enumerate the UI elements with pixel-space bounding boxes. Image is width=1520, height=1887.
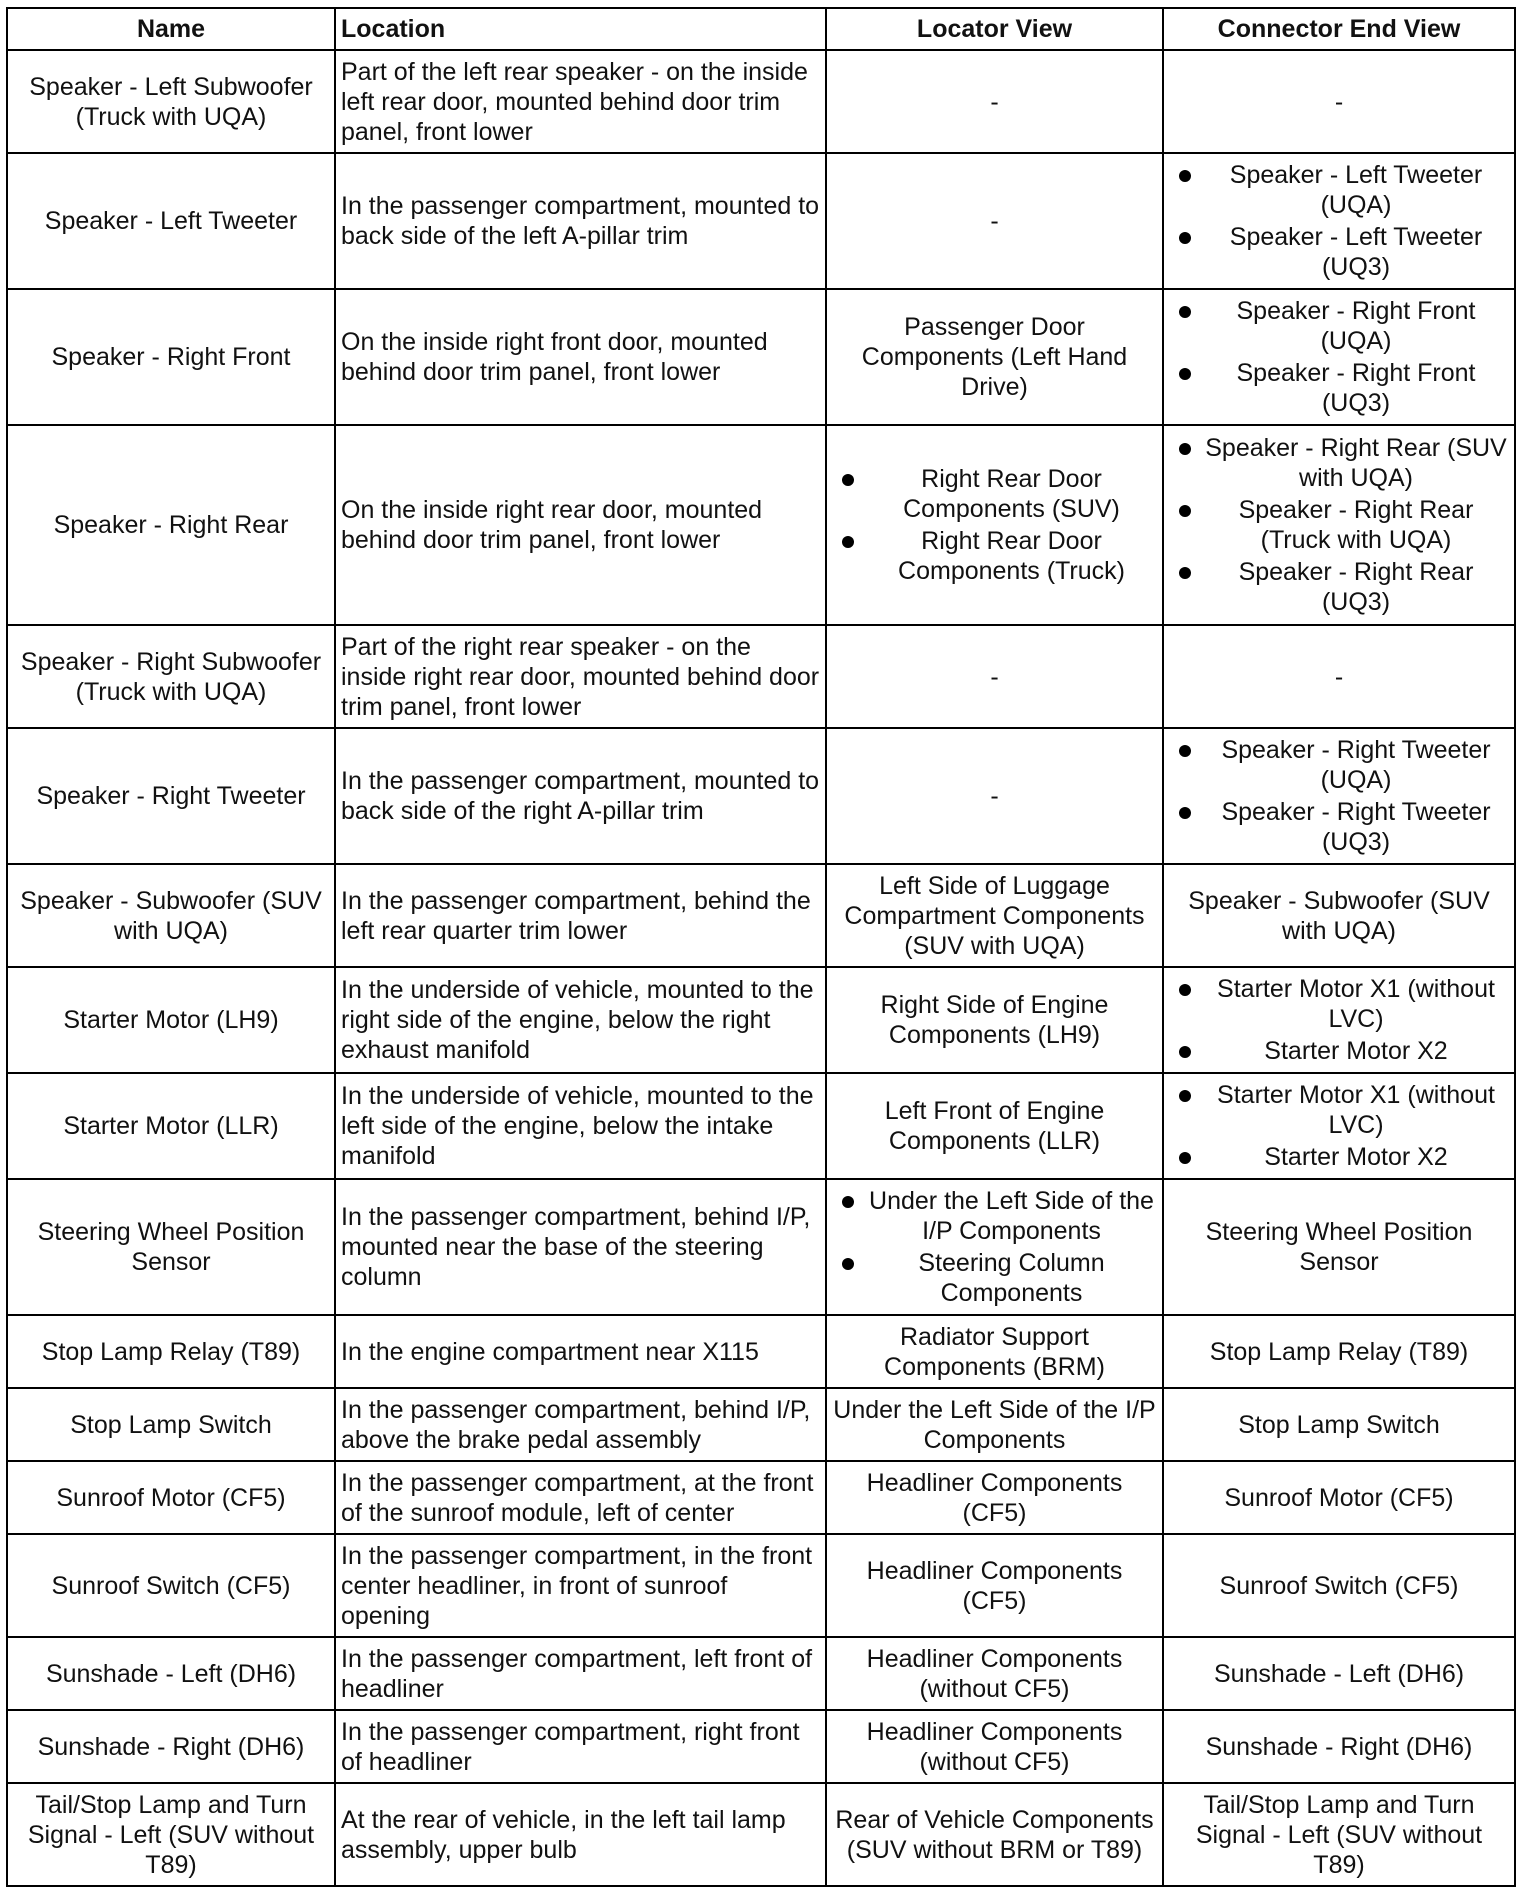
locator-view-item: Under the Left Side of the I/P Components	[832, 1186, 1157, 1246]
connector-end-view-column-header: Connector End View	[1163, 8, 1515, 50]
component-location-cell: In the passenger compartment, right front of headliner	[335, 1710, 826, 1783]
locator-view-text: Headliner Components (without CF5)	[866, 1644, 1123, 1703]
table-row	[7, 967, 1515, 1073]
table-body	[7, 50, 1515, 1886]
component-location-cell: At the rear of vehicle, in the left tail lamp assembly, upper bulb	[335, 1783, 826, 1886]
connector-end-view-item: Starter Motor X2	[1169, 1142, 1509, 1172]
connector-end-view-cell	[1163, 425, 1515, 625]
component-location-cell: In the engine compartment near X115	[335, 1315, 826, 1388]
locator-view-text: -	[990, 87, 999, 116]
connector-end-view-list	[1169, 735, 1509, 857]
locator-view-item: Steering Column Components	[832, 1248, 1157, 1308]
location-column-header: Location	[335, 8, 826, 50]
locator-view-list	[832, 464, 1157, 586]
table-row	[7, 289, 1515, 425]
connector-end-view-item: Speaker - Right Front (UQA)	[1169, 296, 1509, 356]
connector-end-view-cell	[1163, 1534, 1515, 1637]
connector-end-view-text: Sunshade - Right (DH6)	[1205, 1732, 1473, 1761]
table-row	[7, 728, 1515, 864]
connector-end-view-cell	[1163, 1315, 1515, 1388]
component-location-cell: In the underside of vehicle, mounted to the left side of the engine, below the intake manifold	[335, 1073, 826, 1179]
connector-end-view-item: Starter Motor X1 (without LVC)	[1169, 1080, 1509, 1140]
connector-end-view-item: Speaker - Right Front (UQ3)	[1169, 358, 1509, 418]
locator-view-cell	[826, 1461, 1163, 1534]
connector-end-view-text: -	[1334, 87, 1344, 116]
connector-end-view-cell	[1163, 1461, 1515, 1534]
table-row	[7, 1637, 1515, 1710]
connector-end-view-item: Speaker - Left Tweeter (UQ3)	[1169, 222, 1509, 282]
connector-end-view-cell	[1163, 728, 1515, 864]
locator-view-text: Headliner Components (CF5)	[866, 1556, 1123, 1615]
connector-end-view-item: Speaker - Right Rear (SUV with UQA)	[1169, 433, 1509, 493]
table-row	[7, 1388, 1515, 1461]
locator-view-cell	[826, 864, 1163, 967]
component-name-cell: Starter Motor (LLR)	[7, 1073, 335, 1179]
connector-end-view-cell	[1163, 864, 1515, 967]
connector-end-view-cell	[1163, 1710, 1515, 1783]
table-row	[7, 1461, 1515, 1534]
connector-end-view-cell	[1163, 289, 1515, 425]
connector-end-view-cell	[1163, 153, 1515, 289]
locator-view-column-header: Locator View	[826, 8, 1163, 50]
locator-view-text: Headliner Components (CF5)	[866, 1468, 1123, 1527]
component-name-cell: Speaker - Right Tweeter	[7, 728, 335, 864]
locator-view-text: Radiator Support Components (BRM)	[884, 1322, 1105, 1381]
connector-end-view-item: Speaker - Left Tweeter (UQA)	[1169, 160, 1509, 220]
locator-view-cell	[826, 153, 1163, 289]
locator-view-text: Left Side of Luggage Compartment Components (SUV with UQA)	[844, 871, 1145, 960]
connector-end-view-list	[1169, 433, 1509, 617]
component-location-cell: In the passenger compartment, mounted to back side of the right A-pillar trim	[335, 728, 826, 864]
component-name-cell: Speaker - Subwoofer (SUV with UQA)	[7, 864, 335, 967]
component-name-cell: Sunroof Motor (CF5)	[7, 1461, 335, 1534]
component-location-cell: In the passenger compartment, mounted to back side of the left A-pillar trim	[335, 153, 826, 289]
connector-end-view-text: -	[1334, 662, 1344, 691]
connector-end-view-text: Stop Lamp Switch	[1238, 1410, 1440, 1439]
component-location-cell: In the passenger compartment, behind the left rear quarter trim lower	[335, 864, 826, 967]
connector-end-view-cell	[1163, 625, 1515, 728]
connector-end-view-list	[1169, 160, 1509, 282]
locator-view-text: Rear of Vehicle Components (SUV without BRM or T89)	[835, 1805, 1154, 1864]
locator-view-item: Right Rear Door Components (Truck)	[832, 526, 1157, 586]
connector-end-view-cell	[1163, 1179, 1515, 1315]
locator-view-cell	[826, 1710, 1163, 1783]
component-location-cell: Part of the left rear speaker - on the inside left rear door, mounted behind door trim panel, front lower	[335, 50, 826, 153]
component-location-cell: On the inside right front door, mounted behind door trim panel, front lower	[335, 289, 826, 425]
locator-view-cell	[826, 967, 1163, 1073]
locator-view-cell	[826, 1315, 1163, 1388]
table-row	[7, 1315, 1515, 1388]
component-name-cell: Sunroof Switch (CF5)	[7, 1534, 335, 1637]
component-name-cell: Speaker - Left Tweeter	[7, 153, 335, 289]
connector-end-view-item: Speaker - Right Rear (Truck with UQA)	[1169, 495, 1509, 555]
component-location-cell: In the passenger compartment, left front of headliner	[335, 1637, 826, 1710]
connector-end-view-text: Sunroof Switch (CF5)	[1219, 1571, 1459, 1600]
component-location-cell: On the inside right rear door, mounted behind door trim panel, front lower	[335, 425, 826, 625]
locator-view-cell	[826, 625, 1163, 728]
connector-end-view-item: Speaker - Right Rear (UQ3)	[1169, 557, 1509, 617]
locator-view-cell	[826, 1783, 1163, 1886]
table-row	[7, 153, 1515, 289]
connector-end-view-item: Speaker - Right Tweeter (UQA)	[1169, 735, 1509, 795]
locator-view-cell	[826, 50, 1163, 153]
locator-view-cell	[826, 728, 1163, 864]
component-name-cell: Speaker - Right Front	[7, 289, 335, 425]
table-row	[7, 864, 1515, 967]
component-name-cell: Stop Lamp Switch	[7, 1388, 335, 1461]
component-location-cell: In the passenger compartment, in the front center headliner, in front of sunroof opening	[335, 1534, 826, 1637]
component-location-cell: In the passenger compartment, behind I/P, above the brake pedal assembly	[335, 1388, 826, 1461]
connector-end-view-list	[1169, 974, 1509, 1066]
locator-view-cell	[826, 425, 1163, 625]
connector-end-view-cell	[1163, 1073, 1515, 1179]
connector-end-view-text: Steering Wheel Position Sensor	[1205, 1218, 1473, 1276]
component-name-cell: Stop Lamp Relay (T89)	[7, 1315, 335, 1388]
table-row	[7, 50, 1515, 153]
locator-view-cell	[826, 1637, 1163, 1710]
component-location-cell: In the passenger compartment, behind I/P, mounted near the base of the steering column	[335, 1179, 826, 1315]
connector-end-view-text: Stop Lamp Relay (T89)	[1209, 1337, 1469, 1366]
connector-end-view-cell	[1163, 1637, 1515, 1710]
connector-end-view-cell	[1163, 1388, 1515, 1461]
locator-view-cell	[826, 1534, 1163, 1637]
component-name-cell: Steering Wheel Position Sensor	[7, 1179, 335, 1315]
name-column-header: Name	[7, 8, 335, 50]
component-locator-table-wrapper	[6, 7, 1514, 1887]
header-row	[7, 8, 1515, 50]
component-name-cell: Speaker - Right Subwoofer (Truck with UQA)	[7, 625, 335, 728]
connector-end-view-list	[1169, 296, 1509, 418]
connector-end-view-cell	[1163, 50, 1515, 153]
component-name-cell: Sunshade - Left (DH6)	[7, 1637, 335, 1710]
connector-end-view-text: Speaker - Subwoofer (SUV with UQA)	[1188, 886, 1490, 945]
locator-view-text: -	[990, 782, 999, 810]
table-row	[7, 1710, 1515, 1783]
table-row	[7, 1783, 1515, 1886]
locator-view-cell	[826, 289, 1163, 425]
component-name-cell: Sunshade - Right (DH6)	[7, 1710, 335, 1783]
locator-view-text: Under the Left Side of the I/P Components	[833, 1395, 1156, 1454]
connector-end-view-text: Sunroof Motor (CF5)	[1224, 1483, 1454, 1512]
connector-end-view-text: Sunshade - Left (DH6)	[1213, 1659, 1465, 1688]
table-row	[7, 425, 1515, 625]
table-row	[7, 1073, 1515, 1179]
component-location-cell: In the passenger compartment, at the front of the sunroof module, left of center	[335, 1461, 826, 1534]
locator-view-text: Right Side of Engine Components (LH9)	[880, 991, 1109, 1049]
locator-view-cell	[826, 1388, 1163, 1461]
locator-view-text: -	[990, 662, 999, 691]
locator-view-text: -	[990, 207, 999, 235]
component-name-cell: Speaker - Right Rear	[7, 425, 335, 625]
connector-end-view-cell	[1163, 967, 1515, 1073]
connector-end-view-list	[1169, 1080, 1509, 1172]
component-location-cell: Part of the right rear speaker - on the inside right rear door, mounted behind door trim panel, front lower	[335, 625, 826, 728]
locator-view-item: Right Rear Door Components (SUV)	[832, 464, 1157, 524]
locator-view-text: Passenger Door Components (Left Hand Drive)	[861, 313, 1128, 401]
locator-view-text: Headliner Components (without CF5)	[866, 1717, 1123, 1776]
table-row	[7, 1179, 1515, 1315]
locator-view-text: Left Front of Engine Components (LLR)	[884, 1097, 1105, 1155]
component-name-cell: Starter Motor (LH9)	[7, 967, 335, 1073]
connector-end-view-item: Speaker - Right Tweeter (UQ3)	[1169, 797, 1509, 857]
connector-end-view-text: Tail/Stop Lamp and Turn Signal - Left (SUV without T89)	[1195, 1790, 1483, 1879]
locator-view-cell	[826, 1179, 1163, 1315]
table-row	[7, 1534, 1515, 1637]
component-locator-table	[6, 7, 1516, 1887]
component-location-cell: In the underside of vehicle, mounted to the right side of the engine, below the right exhaust manifold	[335, 967, 826, 1073]
connector-end-view-item: Starter Motor X2	[1169, 1036, 1509, 1066]
component-name-cell: Tail/Stop Lamp and Turn Signal - Left (SUV without T89)	[7, 1783, 335, 1886]
connector-end-view-cell	[1163, 1783, 1515, 1886]
locator-view-cell	[826, 1073, 1163, 1179]
connector-end-view-item: Starter Motor X1 (without LVC)	[1169, 974, 1509, 1034]
table-row	[7, 625, 1515, 728]
locator-view-list	[832, 1186, 1157, 1308]
component-name-cell: Speaker - Left Subwoofer (Truck with UQA)	[7, 50, 335, 153]
